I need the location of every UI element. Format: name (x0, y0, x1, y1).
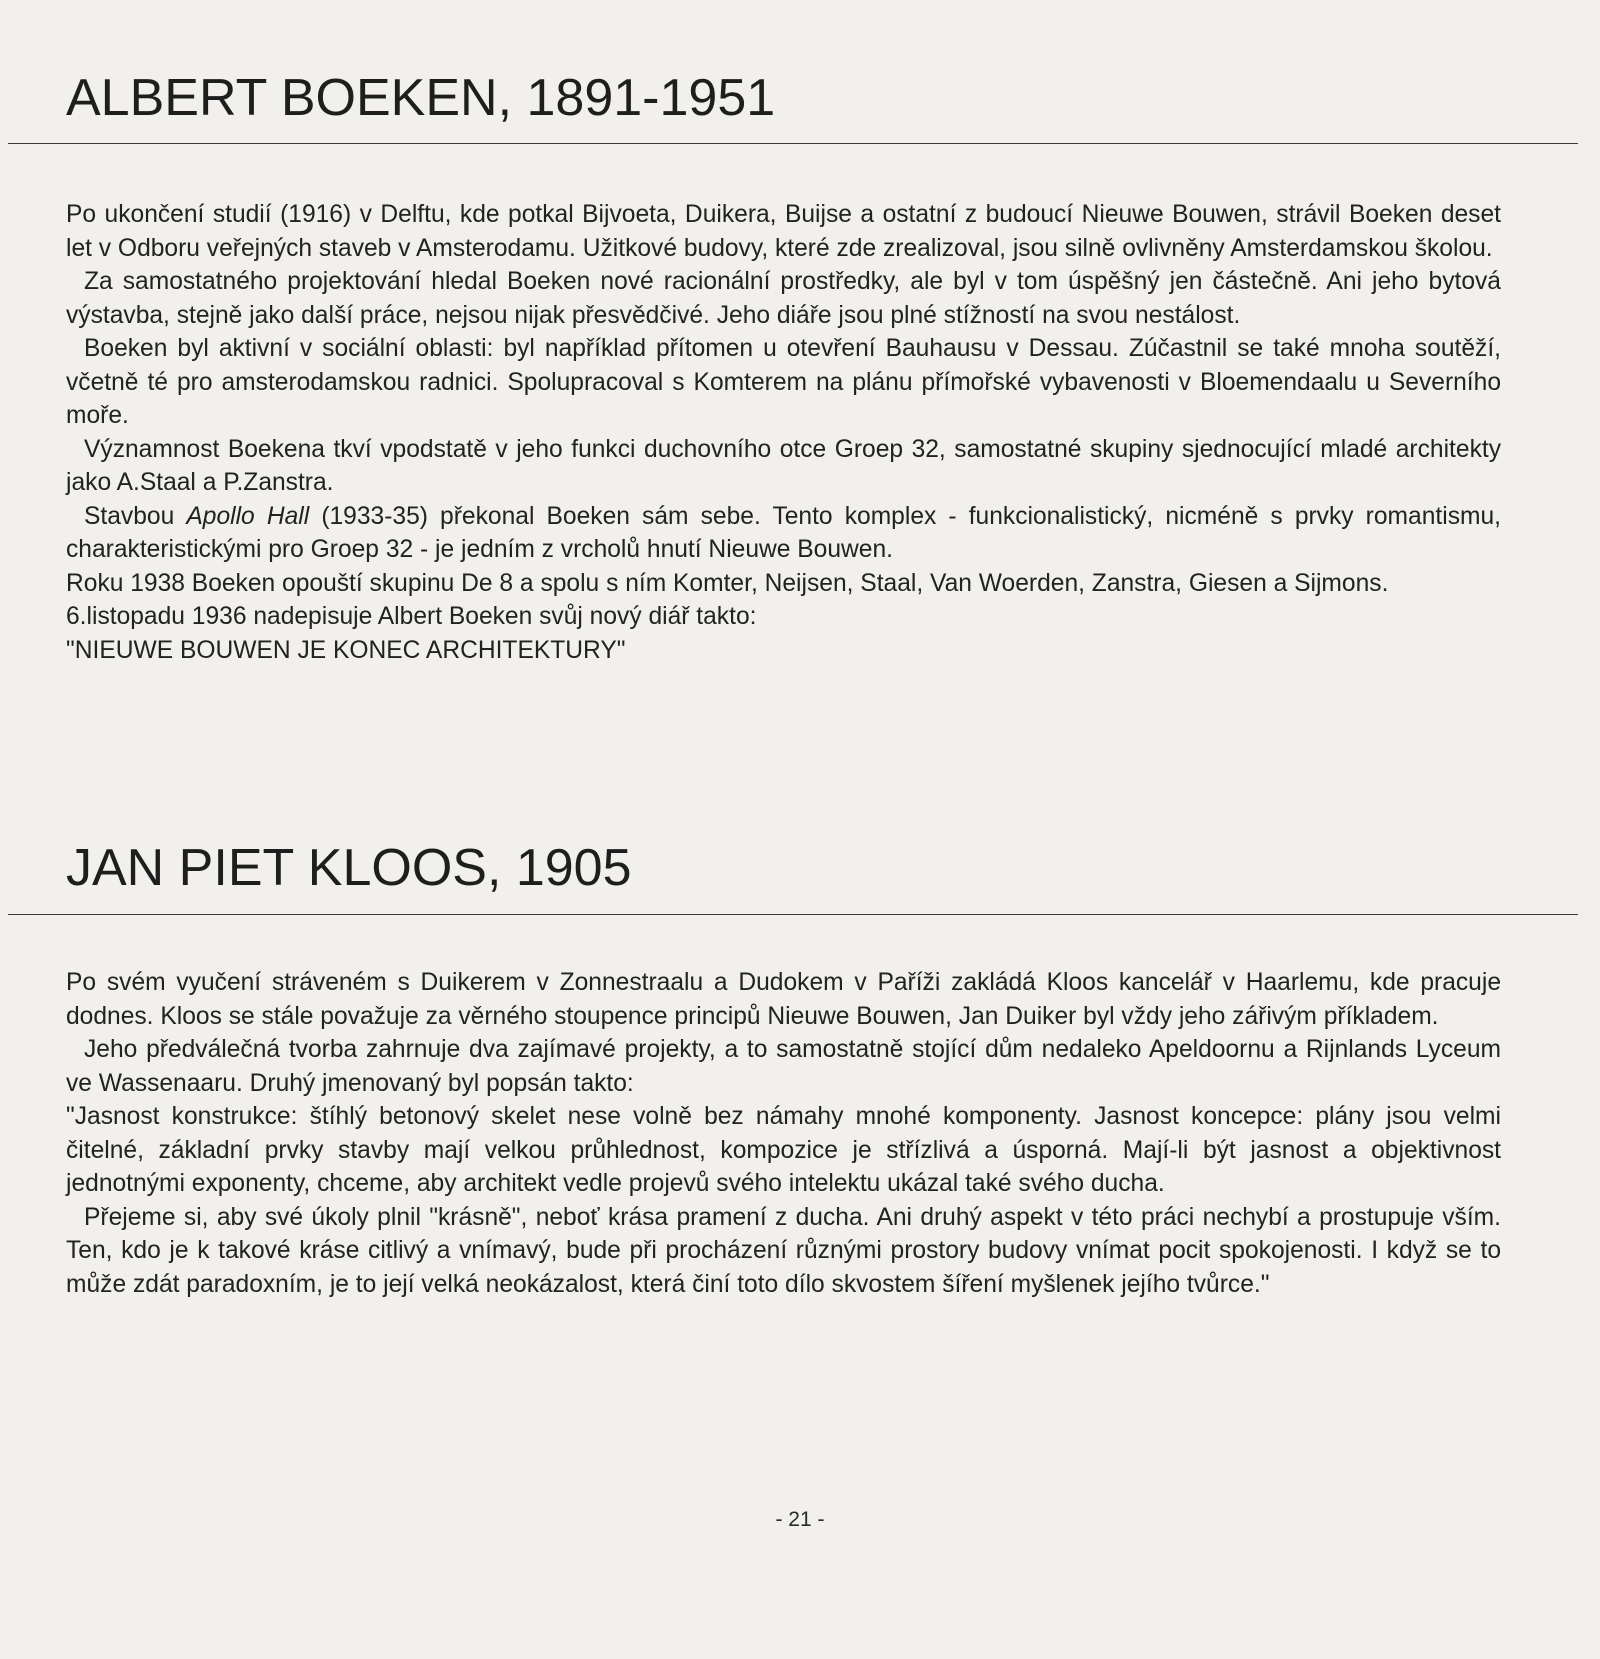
section-body-jan-piet-kloos (66, 966, 1501, 1301)
section-divider (8, 914, 1578, 915)
paragraph (66, 500, 1501, 567)
quote-paragraph: Přejeme si, aby své úkoly plnil "krásně", neboť krása pramení z ducha. Ani druhý aspekt v této práci nechybí a prostupuje vším. Ten, kdo je k takové kráse citlivý a vnímavý, bude při procházení různými prostory budovy vnímat pocit spokojenosti. I když se to může zdát paradoxním, je to její velká neokázalost, která činí toto dílo skvostem šíření myšlenek jejího tvůrce." (66, 1203, 1501, 1298)
paragraph: 6.listopadu 1936 nadepisuje Albert Boeken svůj nový diář takto: (66, 603, 757, 630)
paragraph: Za samostatného projektování hledal Boeken nové racionální prostředky, ale byl v tom úspěšný jen částečně. Ani jeho bytová výstavba, stejně jako další práce, nejsou nijak přesvědčivé. Jeho diáře jsou plné stížností na svou nestálost. (66, 268, 1501, 329)
diary-quote: "NIEUWE BOUWEN JE KONEC ARCHITEKTURY" (66, 636, 626, 664)
paragraph: Po svém vyučení stráveném s Duikerem v Zonnestraalu a Dudokem v Paříži zakládá Kloos kancelář v Haarlemu, kde pracuje dodnes. Kloos se stále považuje za věrného stoupence principů Nieuwe Bouwen, Jan Duiker byl vždy jeho zářivým příkladem. (66, 969, 1501, 1030)
paragraph: Boeken byl aktivní v sociální oblasti: byl například přítomen u otevření Bauhausu v Dessau. Zúčastnil se také mnoha soutěží, včetně té pro amsterodamskou radnici. Spolupracoval s Komterem na plánu přímořské vybavenosti v Bloemendaalu u Severního moře. (66, 335, 1501, 429)
quote-paragraph: "Jasnost konstrukce: štíhlý betonový skelet nese volně bez námahy mnohé komponenty. Jasnost koncepce: plány jsou velmi čitelné, základní prvky stavby mají velkou průhlednost, kompozice je střízlivá a úsporná. Mají-li být jasnost a objektivnost jednotnými exponenty, chceme, aby architekt vedle projevů svého intelektu ukázal také svého ducha. (66, 1103, 1501, 1197)
section-title-jan-piet-kloos: JAN PIET KLOOS, 1905 (66, 839, 632, 897)
page-number: - 21 - (775, 1508, 825, 1531)
paragraph: Roku 1938 Boeken opouští skupinu De 8 a spolu s ním Komter, Neijsen, Staal, Van Woerden, Zanstra, Giesen a Sijmons. (66, 569, 1389, 597)
building-name-italic: Apollo Hall (186, 502, 310, 530)
paragraph: Jeho předválečná tvorba zahrnuje dva zajímavé projekty, a to samostatně stojící dům nedaleko Apeldoornu a Rijnlands Lyceum ve Wassenaaru. Druhý jmenovaný byl popsán takto: (66, 1036, 1501, 1097)
paragraph: Významnost Boekena tkví vpodstatě v jeho funkci duchovního otce Groep 32, samostatné skupiny sjednocující mladé architekty jako A.Staal a P.Zanstra. (66, 435, 1501, 496)
paragraph-text: Stavbou (84, 502, 187, 530)
section-title-albert-boeken: ALBERT BOEKEN, 1891-1951 (66, 69, 776, 127)
section-body-albert-boeken (66, 198, 1501, 667)
paragraph-text: (1933-35) překonal Boeken sám sebe. Tento komplex - funkcionalistický, nicméně s prvky romantismu, charakteristickými pro Groep 32 - je jedním z vrcholů hnutí Nieuwe Bouwen. (66, 502, 1501, 563)
paragraph: Po ukončení studií (1916) v Delftu, kde potkal Bijvoeta, Duikera, Buijse a ostatní z budoucí Nieuwe Bouwen, strávil Boeken deset let v Odboru veřejných staveb v Amsterodamu. Užitkové budovy, které zde zrealizoval, jsou silně ovlivněny Amsterdamskou školou. (66, 201, 1501, 262)
section-divider (8, 143, 1578, 144)
